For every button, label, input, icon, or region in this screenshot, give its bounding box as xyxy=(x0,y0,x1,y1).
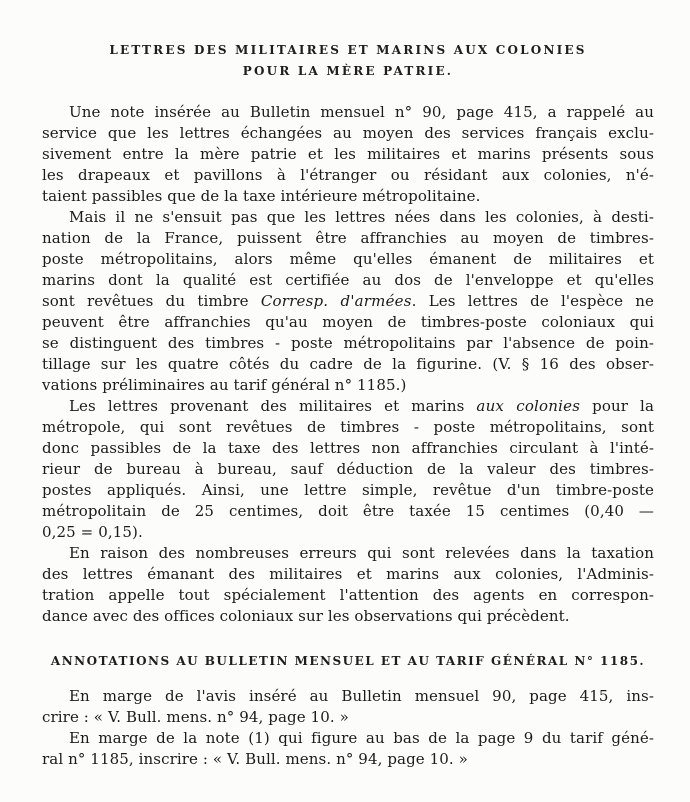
paragraph xyxy=(42,396,654,543)
text-line xyxy=(42,459,654,480)
text-segment: Une note insérée au Bulletin mensuel n° 90, page 415, a rappelé au xyxy=(69,103,654,121)
document-title xyxy=(42,40,654,82)
text-line xyxy=(42,270,654,291)
paragraph xyxy=(42,207,654,396)
text-line xyxy=(42,686,654,707)
text-line xyxy=(42,728,654,749)
main-text-block xyxy=(42,102,654,627)
annotations-subheading: ANNOTATIONS AU BULLETIN MENSUEL ET AU TARIF GÉNÉRAL N° 1185. xyxy=(50,654,646,668)
text-line xyxy=(42,207,654,228)
text-segment: service que les lettres échangées au moyen des services français exclu- xyxy=(42,124,654,142)
text-line xyxy=(42,606,654,627)
text-segment: pour la xyxy=(580,397,654,415)
text-segment: Mais il ne s'ensuit pas que les lettres nées dans les colonies, à desti- xyxy=(69,208,654,226)
annotations-text-block xyxy=(42,686,654,770)
text-segment: les drapeaux et pavillons à l'étranger ou résidant aux colonies, n'é- xyxy=(42,166,654,184)
text-segment: . Les lettres de l'espèce ne xyxy=(411,292,654,310)
text-segment: postes appliqués. Ainsi, une lettre simple, revêtue d'un timbre-poste xyxy=(42,481,654,499)
text-segment: marins dont la qualité est certifiée au dos de l'enveloppe et qu'elles xyxy=(42,271,654,289)
text-line xyxy=(42,438,654,459)
text-line xyxy=(42,749,654,770)
text-segment: rieur de bureau à bureau, sauf déduction de la valeur des timbres- xyxy=(42,460,654,478)
text-segment: métropolitain de 25 centimes, doit être taxée 15 centimes (0,40 — xyxy=(42,502,654,520)
text-line xyxy=(42,543,654,564)
paragraph xyxy=(42,102,654,207)
text-line xyxy=(42,354,654,375)
text-segment: poste métropolitains, alors même qu'elles émanent de militaires et xyxy=(42,250,654,268)
italic-text: aux colonies xyxy=(476,397,581,415)
text-line xyxy=(42,144,654,165)
paragraph xyxy=(42,543,654,627)
text-segment: donc passibles de la taxe des lettres non affranchies circulant à l'inté- xyxy=(42,439,654,457)
text-segment: ral n° 1185, inscrire : « V. Bull. mens. n° 94, page 10. » xyxy=(42,750,468,768)
paragraph xyxy=(42,686,654,728)
text-line xyxy=(42,102,654,123)
text-segment: taient passibles que de la taxe intérieure métropolitaine. xyxy=(42,187,481,205)
text-line xyxy=(42,396,654,417)
text-line xyxy=(42,312,654,333)
text-line xyxy=(42,249,654,270)
text-segment: des lettres émanant des militaires et marins aux colonies, l'Adminis- xyxy=(42,565,654,583)
paragraph xyxy=(42,728,654,770)
text-segment: sivement entre la mère patrie et les militaires et marins présents sous xyxy=(42,145,654,163)
text-segment: dance avec des offices coloniaux sur les observations qui précèdent. xyxy=(42,607,570,625)
text-segment: En marge de l'avis inséré au Bulletin mensuel 90, page 415, ins- xyxy=(69,687,654,705)
text-line xyxy=(42,228,654,249)
title-line-1: LETTRES DES MILITAIRES ET MARINS AUX COLONIES xyxy=(109,43,587,57)
text-segment: métropole, qui sont revêtues de timbres - poste métropolitains, sont xyxy=(42,418,654,436)
text-line xyxy=(42,123,654,144)
text-segment: sont revêtues du timbre xyxy=(42,292,261,310)
text-line xyxy=(42,480,654,501)
text-segment: En marge de la note (1) qui figure au bas de la page 9 du tarif géné- xyxy=(69,729,654,747)
text-line xyxy=(42,564,654,585)
text-line xyxy=(42,291,654,312)
text-line xyxy=(42,333,654,354)
text-segment: nation de la France, puissent être affranchies au moyen de timbres- xyxy=(42,229,654,247)
text-line xyxy=(42,585,654,606)
text-line xyxy=(42,165,654,186)
text-segment: crire : « V. Bull. mens. n° 94, page 10. » xyxy=(42,708,349,726)
text-segment: Les lettres provenant des militaires et marins xyxy=(69,397,477,415)
text-line xyxy=(42,707,654,728)
text-line xyxy=(42,186,654,207)
text-line xyxy=(42,375,654,396)
title-line-2: POUR LA MÈRE PATRIE. xyxy=(242,64,454,78)
text-segment: 0,25 = 0,15). xyxy=(42,523,143,541)
text-line xyxy=(42,522,654,543)
text-segment: vations préliminaires au tarif général n° 1185.) xyxy=(42,376,407,394)
text-segment: se distinguent des timbres - poste métropolitains par l'absence de poin- xyxy=(42,334,654,352)
text-segment: peuvent être affranchies qu'au moyen de timbres-poste coloniaux qui xyxy=(42,313,654,331)
italic-text: Corresp. d'armées xyxy=(260,292,412,310)
text-line xyxy=(42,417,654,438)
text-segment: tration appelle tout spécialement l'attention des agents en correspon- xyxy=(42,586,654,604)
text-segment: En raison des nombreuses erreurs qui sont relevées dans la taxation xyxy=(69,544,654,562)
text-segment: tillage sur les quatre côtés du cadre de la figurine. (V. § 16 des obser- xyxy=(42,355,654,373)
text-line xyxy=(42,501,654,522)
